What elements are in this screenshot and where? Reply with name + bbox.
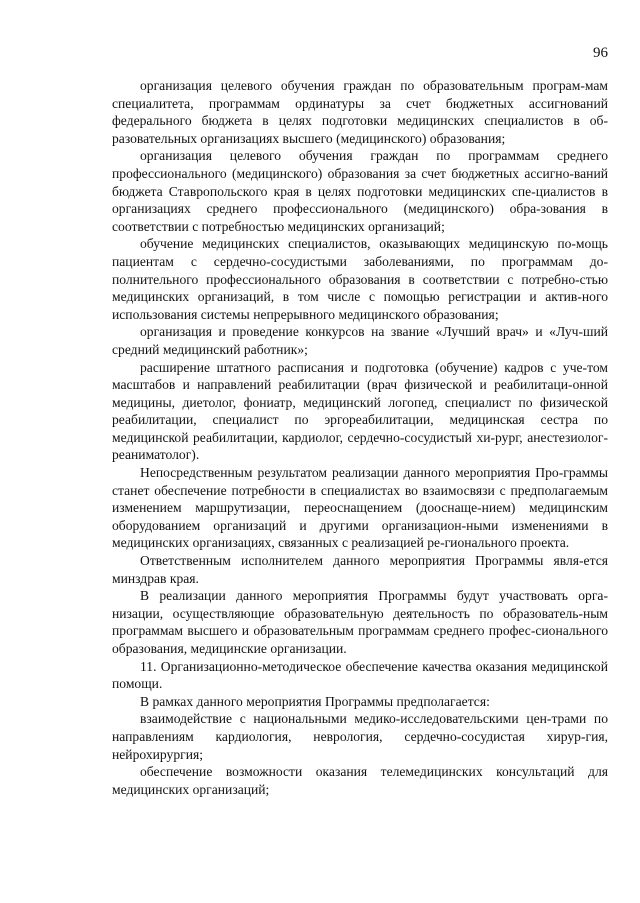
document-body bbox=[112, 77, 608, 798]
page-number: 96 bbox=[593, 45, 608, 61]
paragraph: Непосредственным результатом реализации данного мероприятия Про-граммы станет обеспечение потребности в специалистах во взаимосвязи с предполагаемым изменением маршрутизации, переоснащением (дооснаще-нием) медицинским оборудованием организаций и другими организацион-ными изменениями в медицинских организациях, связанных с реализацией ре-гионального проекта. bbox=[112, 465, 608, 551]
paragraph: Ответственным исполнителем данного мероприятия Программы явля-ется минздрав края. bbox=[112, 553, 608, 586]
paragraph: В реализации данного мероприятия Программы будут участвовать орга-низации, осуществляющие образовательную деятельность по образователь-ным программам высшего и образовательным программам среднего профес-сионального образования, медицинские организации. bbox=[112, 588, 608, 656]
paragraph: организация целевого обучения граждан по программам среднего профессионального (медицинского) образования за счет бюджетных ассигно-ваний бюджета Ставропольского края в целях подготовки медицинских спе-циалистов в организациях среднего профессионального (медицинского) обра-зования в соответствии с потребностью медицинских организаций; bbox=[112, 148, 608, 234]
section-heading: 11. Организационно-методическое обеспечение качества оказания медицинской помощи. bbox=[112, 658, 608, 692]
paragraph: В рамках данного мероприятия Программы предполагается: bbox=[140, 693, 490, 709]
paragraph: обучение медицинских специалистов, оказывающих медицинскую по-мощь пациентам с сердечно-сосудистыми заболеваниями, по программам до-полнительного профессионального образования в соответствии с потребно-стью медицинских организаций, в том числе с помощью регистрации и актив-ного использования системы непрерывного медицинского образования; bbox=[112, 236, 608, 322]
paragraph: расширение штатного расписания и подготовка (обучение) кадров с уче-том масштабов и направлений реабилитации (врач физической и реабилитаци-онной медицины, диетолог, фониатр, медицинский логопед, специалист по физической реабилитации, специалист по эргореабилитации, медицинская сестра по медицинской реабилитации, кардиолог, сердечно-сосудистый хи-рург, анестезиолог-реаниматолог). bbox=[112, 359, 608, 463]
paragraph: организация и проведение конкурсов на звание «Лучший врач» и «Луч-ший средний медицинский работник»; bbox=[112, 324, 608, 357]
paragraph: взаимодействие с национальными медико-исследовательскими цен-трами по направлениям кардиология, неврология, сердечно-сосудистая хирур-гия, нейрохирургия; bbox=[112, 711, 608, 762]
paragraph: организация целевого обучения граждан по образовательным програм-мам специалитета, программам ординатуры за счет бюджетных ассигнований федерального бюджета в целях подготовки медицинских специалистов в об-разовательных организациях высшего (медицинского) образования; bbox=[112, 78, 608, 146]
paragraph: обеспечение возможности оказания телемедицинских консультаций для медицинских организаций; bbox=[112, 764, 608, 797]
